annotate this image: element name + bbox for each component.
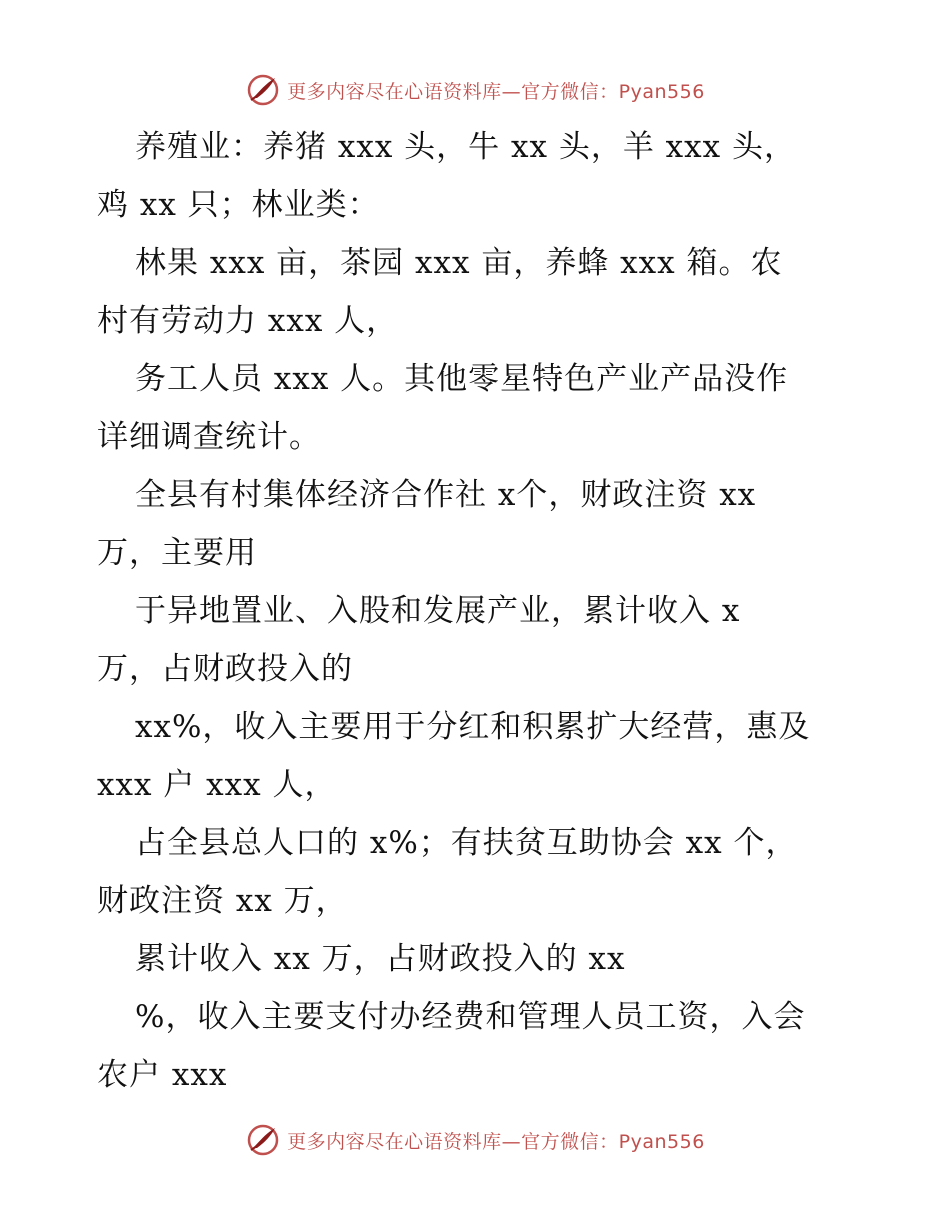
text-line: 村有劳动力 xxx 人， bbox=[97, 303, 399, 339]
document-body bbox=[97, 118, 857, 1104]
text-line: 占全县总人口的 x%；有扶贫互助协会 xx 个， bbox=[135, 825, 798, 861]
text-line: 财政注资 xx 万， bbox=[97, 883, 348, 919]
text-line: xx%，收入主要用于分红和积累扩大经营，惠及 bbox=[135, 709, 811, 745]
text-line: 鸡 xx 只；林业类： bbox=[97, 187, 380, 223]
text-line: xxx 户 xxx 人， bbox=[97, 767, 337, 803]
header-banner bbox=[0, 70, 950, 110]
text-line: 万，主要用 bbox=[97, 535, 257, 571]
text-line: 万，占财政投入的 bbox=[97, 651, 353, 687]
text-line: %，收入主要支付办经费和管理人员工资，入会 bbox=[135, 999, 806, 1035]
text-line: 于异地置业、入股和发展产业，累计收入 x bbox=[135, 593, 741, 629]
text-line: 全县有村集体经济合作社 x个，财政注资 xx bbox=[135, 477, 757, 513]
header-banner-text: 更多内容尽在心语资料库—官方微信：Pyan556 bbox=[287, 80, 705, 103]
footer-banner bbox=[0, 1120, 950, 1160]
text-line: 务工人员 xxx 人。其他零星特色产业产品没作 bbox=[135, 361, 789, 397]
quill-pen-logo-icon bbox=[245, 1122, 281, 1158]
text-line: 详细调查统计。 bbox=[97, 419, 321, 455]
text-line: 累计收入 xx 万，占财政投入的 xx bbox=[135, 941, 626, 977]
text-line: 林果 xxx 亩，茶园 xxx 亩，养蜂 xxx 箱。农 bbox=[135, 245, 783, 281]
text-line: 农户 xxx bbox=[97, 1057, 228, 1093]
quill-pen-logo-icon bbox=[245, 72, 281, 108]
footer-banner-text: 更多内容尽在心语资料库—官方微信：Pyan556 bbox=[287, 1130, 705, 1153]
text-line: 养殖业：养猪 xxx 头，牛 xx 头，羊 xxx 头， bbox=[135, 129, 796, 165]
